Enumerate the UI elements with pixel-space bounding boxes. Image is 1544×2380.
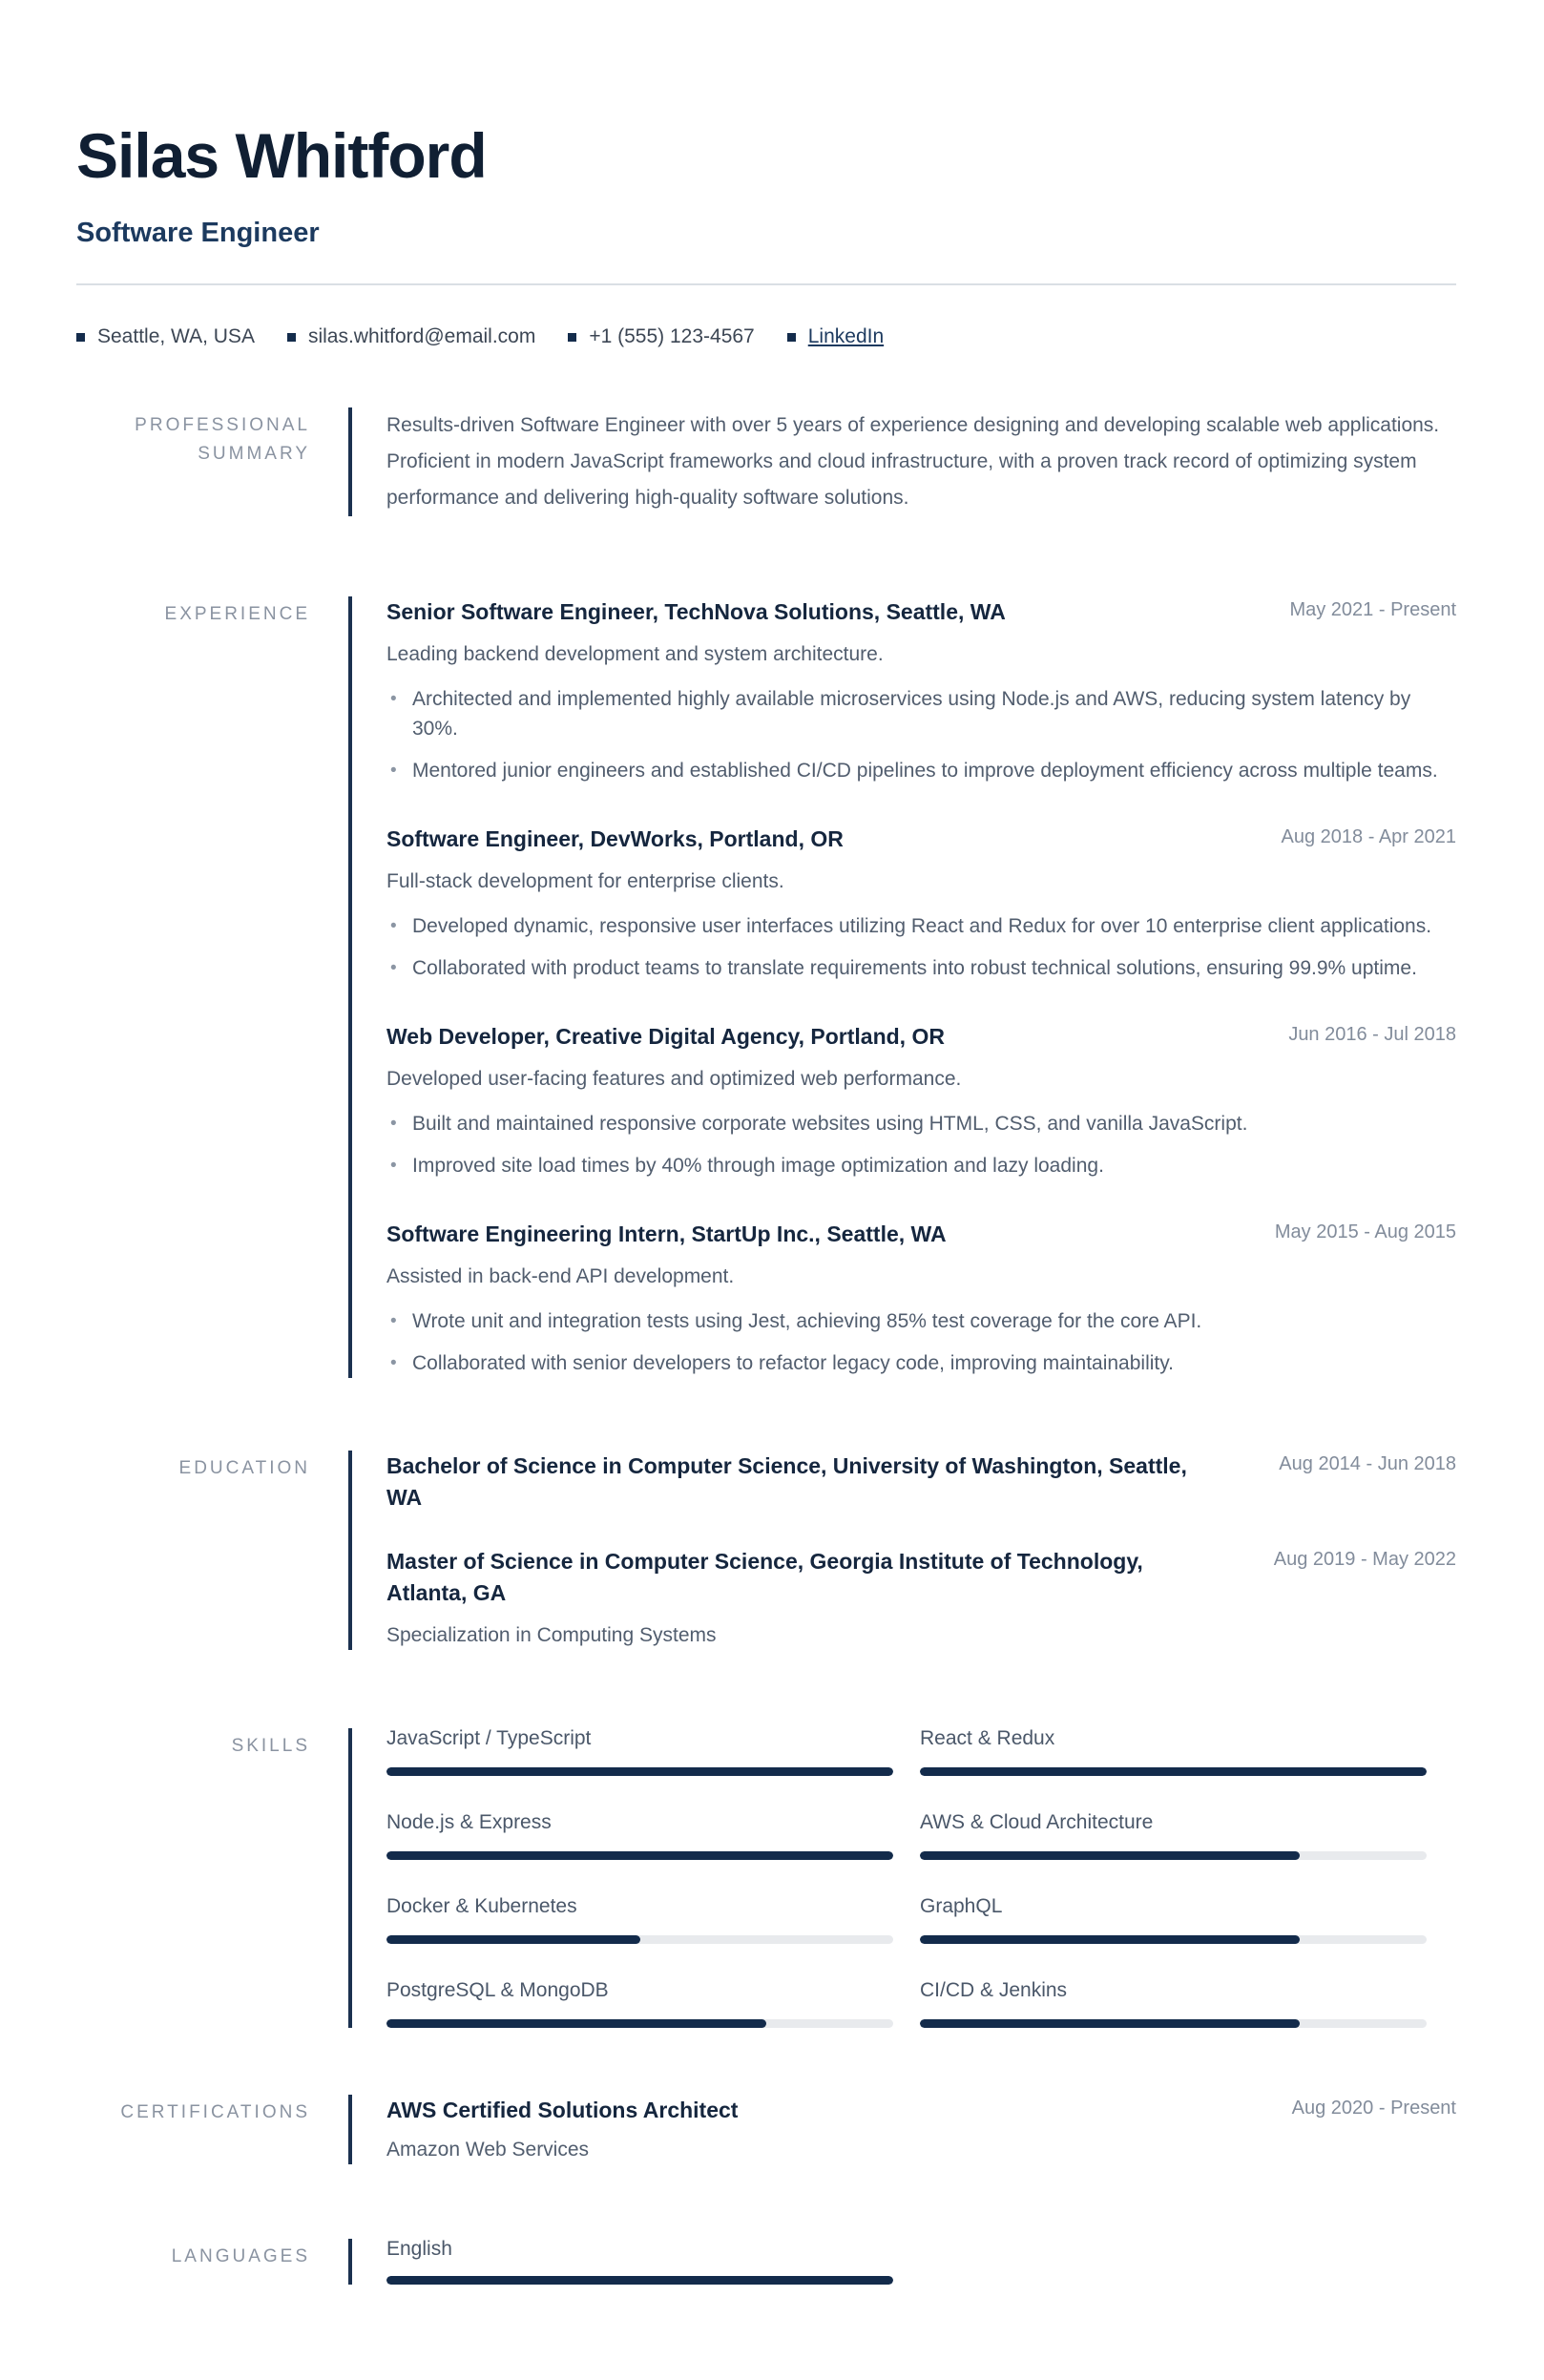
language-item (386, 2239, 893, 2285)
certification-title: AWS Certified Solutions Architect (386, 2098, 739, 2122)
section-label-skills: SKILLS (231, 1736, 310, 1756)
skill-bar-fill (386, 1851, 893, 1860)
skill-bar-track (386, 1935, 893, 1944)
skill-bar-fill (386, 2019, 766, 2028)
skill-bar-track (386, 1851, 893, 1860)
education-body (348, 1451, 1456, 1650)
experience-bullet: • Architected and implemented highly available microservices using Node.js and AWS, reducing system latency by 30%. (386, 684, 1456, 743)
certification-entry (386, 2095, 1456, 2164)
summary-body (348, 407, 1456, 516)
experience-bullet: • Collaborated with senior developers to refactor legacy code, improving maintainability. (386, 1348, 1456, 1378)
education-entry (386, 1546, 1456, 1650)
skill-item (920, 1980, 1427, 2028)
skill-name: Node.js & Express (386, 1811, 552, 1833)
section-label-languages: LANGUAGES (171, 2246, 310, 2266)
contact-phone-text: +1 (555) 123-4567 (589, 325, 755, 347)
summary-text: Results-driven Software Engineer with over 5 years of experience designing and developing scalable web applications. Proficient in modern JavaScript frameworks and cloud infrastructure, with a proven track record of optimizing system performance and delivering high-quality software solutions. (386, 414, 1440, 509)
experience-entry (386, 1021, 1456, 1180)
skill-bar-track (920, 1935, 1427, 1944)
skill-bar-fill (386, 1935, 640, 1944)
contact-location (76, 325, 255, 348)
experience-bullet: • Improved site load times by 40% through image optimization and lazy loading. (386, 1151, 1456, 1180)
skills-body (348, 1728, 1456, 2028)
experience-bullet: • Mentored junior engineers and established CI/CD pipelines to improve deployment efficiency across multiple teams. (386, 756, 1456, 785)
experience-bullet-list (386, 684, 1456, 785)
education-date: Aug 2014 - Jun 2018 (1279, 1453, 1456, 1474)
skill-bar-fill (920, 1767, 1427, 1776)
skills-grid (386, 1728, 1427, 2028)
square-bullet-icon (568, 333, 576, 342)
skill-item (386, 1896, 893, 1944)
contact-email-text: silas.whitford@email.com (307, 325, 536, 347)
language-bar-track (386, 2276, 893, 2285)
contact-email (287, 325, 535, 348)
skill-bar-fill (920, 1935, 1300, 1944)
experience-date: May 2021 - Present (1289, 599, 1456, 620)
experience-date: Aug 2018 - Apr 2021 (1281, 826, 1456, 847)
person-name: Silas Whitford (76, 120, 487, 191)
contact-location-text: Seattle, WA, USA (97, 325, 255, 347)
section-label-certifications: CERTIFICATIONS (120, 2102, 310, 2122)
square-bullet-icon (787, 333, 796, 342)
contact-row (76, 325, 1456, 348)
skill-bar-fill (386, 1767, 893, 1776)
skill-bar-fill (920, 2019, 1300, 2028)
header-divider (76, 283, 1456, 285)
experience-title: Software Engineer, DevWorks, Portland, OR (386, 826, 844, 851)
experience-subtitle: Leading backend development and system architecture. (386, 643, 884, 665)
contact-linkedin (787, 325, 884, 348)
experience-bullet: • Built and maintained responsive corporate websites using HTML, CSS, and vanilla JavaScript. (386, 1109, 1456, 1138)
education-title: Bachelor of Science in Computer Science, University of Washington, Seattle, WA (386, 1453, 1187, 1510)
skill-name: React & Redux (920, 1727, 1055, 1749)
skill-bar-track (920, 1851, 1427, 1860)
certification-date: Aug 2020 - Present (1291, 2098, 1456, 2119)
experience-entry (386, 824, 1456, 983)
skill-item (920, 1896, 1427, 1944)
experience-subtitle: Assisted in back-end API development. (386, 1265, 735, 1287)
experience-entry (386, 1219, 1456, 1378)
experience-date: May 2015 - Aug 2015 (1274, 1221, 1456, 1242)
experience-bullet-list (386, 911, 1456, 983)
experience-title: Senior Software Engineer, TechNova Solutions, Seattle, WA (386, 599, 1006, 624)
experience-bullet-list (386, 1306, 1456, 1378)
experience-bullet: • Developed dynamic, responsive user interfaces utilizing React and Redux for over 10 enterprise client applications. (386, 911, 1456, 941)
linkedin-link[interactable]: LinkedIn (807, 325, 885, 347)
section-languages (76, 2239, 1456, 2285)
skill-name: GraphQL (920, 1895, 1003, 1917)
skill-bar-fill (920, 1851, 1300, 1860)
experience-subtitle: Developed user-facing features and optimized web performance. (386, 1068, 962, 1090)
skill-item (920, 1728, 1427, 1776)
skill-bar-track (386, 1767, 893, 1776)
section-skills (76, 1728, 1456, 2028)
language-bar-fill (386, 2276, 893, 2285)
section-label-education: EDUCATION (178, 1458, 310, 1478)
experience-body (348, 596, 1456, 1378)
section-label-experience: EXPERIENCE (164, 604, 310, 624)
certifications-body (348, 2095, 1456, 2164)
section-label-summary: PROFESSIONAL SUMMARY (135, 415, 310, 465)
skill-name: PostgreSQL & MongoDB (386, 1979, 609, 2001)
education-date: Aug 2019 - May 2022 (1273, 1549, 1456, 1570)
skill-item (386, 1728, 893, 1776)
education-subtitle: Specialization in Computing Systems (386, 1624, 717, 1646)
skill-name: JavaScript / TypeScript (386, 1727, 592, 1749)
experience-subtitle: Full-stack development for enterprise clients. (386, 870, 784, 892)
square-bullet-icon (76, 333, 85, 342)
square-bullet-icon (287, 333, 296, 342)
skill-bar-track (386, 2019, 893, 2028)
skill-item (386, 1980, 893, 2028)
experience-bullet: • Wrote unit and integration tests using Jest, achieving 85% test coverage for the core API. (386, 1306, 1456, 1336)
skill-name: CI/CD & Jenkins (920, 1979, 1068, 2001)
experience-bullet: • Collaborated with product teams to translate requirements into robust technical solutions, ensuring 99.9% uptime. (386, 953, 1456, 983)
section-experience (76, 596, 1456, 1378)
skill-bar-track (920, 2019, 1427, 2028)
skill-item (386, 1812, 893, 1860)
experience-title: Web Developer, Creative Digital Agency, Portland, OR (386, 1024, 945, 1049)
section-certifications (76, 2095, 1456, 2164)
experience-entry (386, 596, 1456, 785)
experience-title: Software Engineering Intern, StartUp Inc., Seattle, WA (386, 1221, 947, 1246)
skill-bar-track (920, 1767, 1427, 1776)
skill-item (920, 1812, 1427, 1860)
section-professional-summary (76, 407, 1456, 516)
contact-phone (568, 325, 754, 348)
person-job-title: Software Engineer (76, 218, 320, 248)
experience-date: Jun 2016 - Jul 2018 (1288, 1024, 1456, 1045)
language-name: English (386, 2238, 452, 2260)
skill-name: AWS & Cloud Architecture (920, 1811, 1154, 1833)
skill-name: Docker & Kubernetes (386, 1895, 577, 1917)
education-title: Master of Science in Computer Science, Georgia Institute of Technology, Atlanta, GA (386, 1549, 1143, 1605)
education-entry (386, 1451, 1456, 1514)
certification-issuer: Amazon Web Services (386, 2139, 590, 2161)
experience-bullet-list (386, 1109, 1456, 1180)
languages-body (348, 2239, 1456, 2285)
section-education (76, 1451, 1456, 1650)
